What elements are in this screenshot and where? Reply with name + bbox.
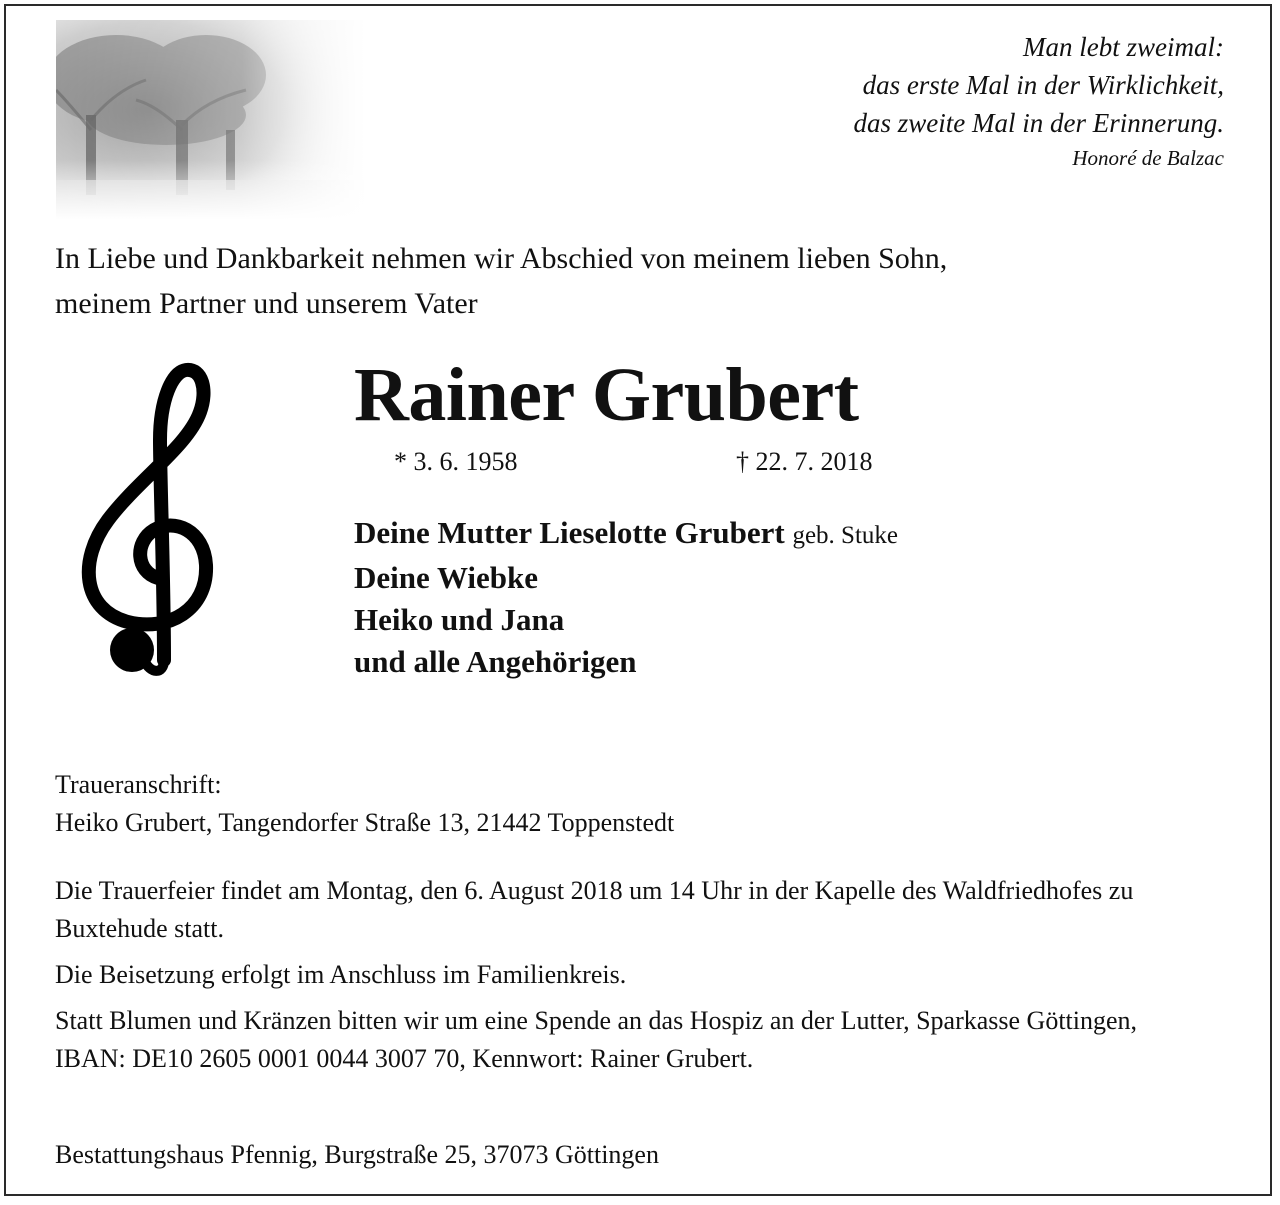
intro-text (55, 236, 947, 326)
birth-date: * 3. 6. 1958 (394, 447, 518, 476)
quote-line-1: Man lebt zweimal: (1023, 32, 1224, 62)
trees-photo (56, 20, 366, 220)
ceremony-text: Die Trauerfeier findet am Montag, den 6. August 2018 um 14 Uhr in der Kapelle des Waldfriedhofes zu Buxtehude statt. (55, 876, 1134, 943)
address-line: Heiko Grubert, Tangendorfer Straße 13, 21442 Toppenstedt (55, 808, 675, 837)
donation-text: Statt Blumen und Kränzen bitten wir um eine Spende an das Hospiz an der Lutter, Sparkasse Göttingen, IBAN: DE10 2605 0001 0044 3007 70, Kennwort: Rainer Grubert. (55, 1006, 1138, 1073)
family-partner: Deine Wiebke (354, 560, 539, 595)
family-mother (354, 512, 898, 557)
info-block (55, 872, 1205, 1086)
burial-text: Die Beisetzung erfolgt im Anschluss im Familienkreis. (55, 960, 627, 989)
death-date: † 22. 7. 2018 (736, 447, 873, 476)
family-relatives: und alle Angehörigen (354, 644, 637, 679)
quote-block (854, 28, 1224, 174)
funeral-home: Bestattungshaus Pfennig, Burgstraße 25, 37073 Göttingen (55, 1140, 659, 1169)
intro-line-1: In Liebe und Dankbarkeit nehmen wir Abschied von meinem lieben Sohn, (55, 242, 948, 275)
address-label: Traueranschrift: (55, 770, 222, 799)
quote-author: Honoré de Balzac (1072, 146, 1224, 170)
quote-line-2: das erste Mal in der Wirklichkeit, (862, 70, 1224, 100)
family-children: Heiko und Jana (354, 602, 565, 637)
mother-name: Deine Mutter Lieselotte Grubert (354, 515, 785, 550)
family-list (354, 512, 898, 683)
quote-line-3: das zweite Mal in der Erinnerung. (853, 108, 1224, 138)
mourning-address (55, 766, 674, 842)
treble-clef-icon (68, 360, 228, 690)
mother-birth-name: geb. Stuke (792, 522, 898, 549)
intro-line-2: meinem Partner und unserem Vater (55, 287, 478, 320)
deceased-name: Rainer Grubert (354, 353, 859, 437)
